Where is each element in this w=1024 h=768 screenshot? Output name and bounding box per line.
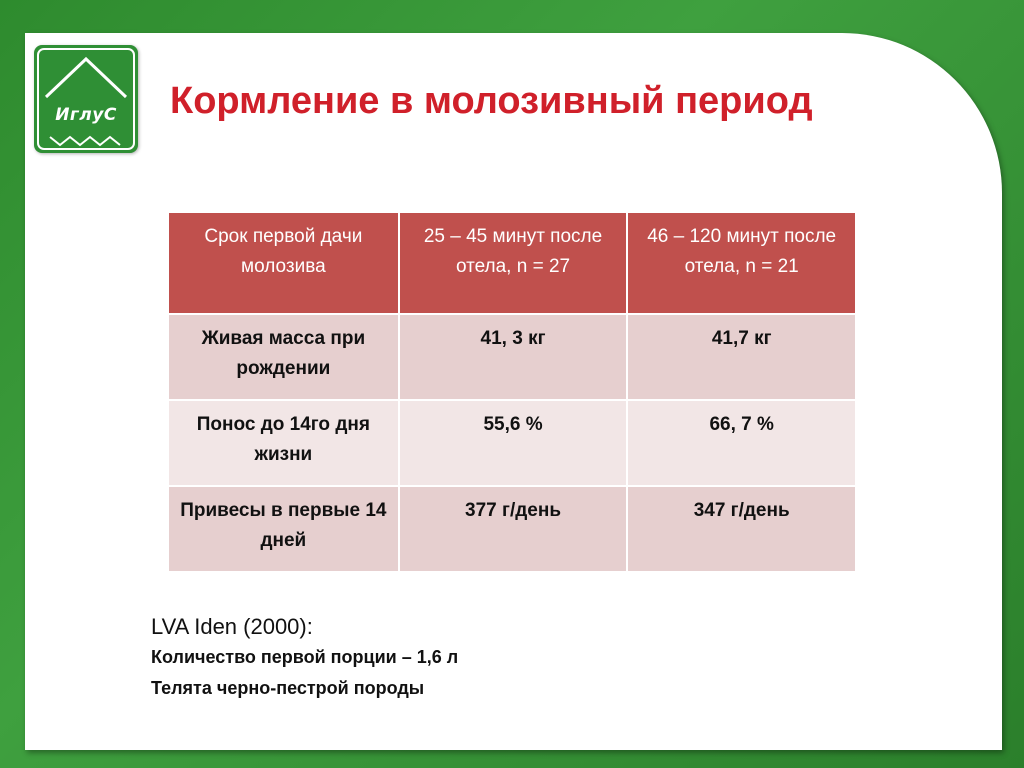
table-cell: 66, 7 % [627,400,856,486]
table-header-row [168,212,856,314]
header-cell: 46 – 120 минут после отела, n = 21 [627,212,856,314]
table-row [168,314,856,400]
table-cell: 377 г/день [399,486,628,572]
table-cell: 55,6 % [399,400,628,486]
logo-text: ИглуС [55,105,117,125]
table-row [168,486,856,572]
row-label: Привесы в первые 14 дней [168,486,399,572]
table-cell: 41,7 кг [627,314,856,400]
note-line: Телята черно-пестрой породы [151,678,425,698]
note-line: Количество первой порции – 1,6 л [151,647,459,667]
row-label: Живая масса при рождении [168,314,399,400]
header-cell: 25 – 45 минут после отела, n = 27 [399,212,628,314]
source-notes [151,612,458,704]
table-cell: 347 г/день [627,486,856,572]
source-citation: LVA Iden (2000): [151,614,313,639]
table-row [168,400,856,486]
house-roof-icon [34,45,138,153]
company-logo [34,45,138,153]
results-table [167,211,857,573]
slide-title: Кормление в молозивный период [170,80,813,122]
table-cell: 41, 3 кг [399,314,628,400]
row-label: Понос до 14го дня жизни [168,400,399,486]
header-cell: Срок первой дачи молозива [168,212,399,314]
